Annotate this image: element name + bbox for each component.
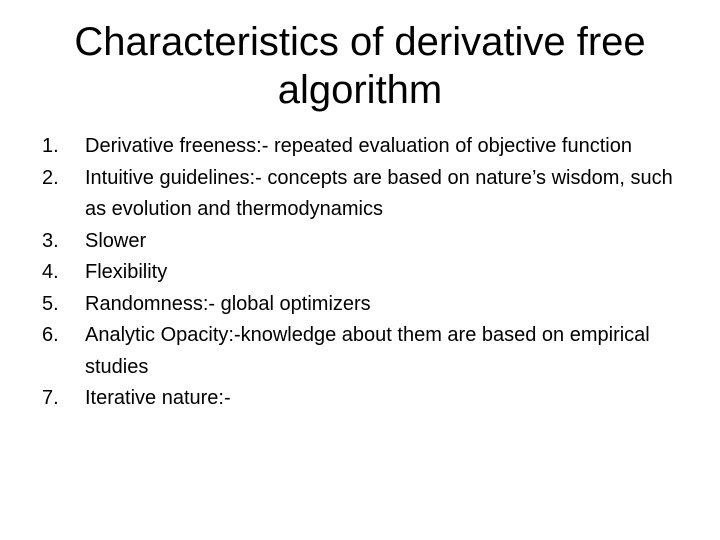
list-item-number: 1. (42, 135, 59, 157)
slide-title: Characteristics of derivative free algorithm (74, 20, 646, 112)
list-item-text: Analytic Opacity:-knowledge about them are based on empirical studies (85, 324, 650, 378)
list-item-text: Iterative nature:- (85, 387, 231, 409)
list-item-text: Slower (85, 229, 147, 252)
list-item (42, 289, 692, 321)
list-item-number: 5. (42, 292, 59, 315)
list-item-number: 3. (42, 229, 59, 252)
list-item-number: 6. (42, 324, 59, 346)
list-item (42, 383, 692, 415)
characteristics-list (42, 131, 692, 415)
list-item (42, 226, 692, 258)
list-item-text: Derivative freeness:- repeated evaluation of objective function (85, 135, 632, 157)
list-item (42, 257, 692, 289)
list-item-number: 4. (42, 261, 59, 283)
list-item (42, 320, 692, 383)
list-item-number: 7. (42, 387, 59, 409)
list-item-text: Randomness:- global optimizers (85, 292, 371, 315)
list-item-text: Flexibility (85, 261, 168, 283)
list-item (42, 163, 692, 226)
list-item-text: Intuitive guidelines:- concepts are based on nature’s wisdom, such as evolution and thermodynamics (85, 166, 673, 220)
list-item-number: 2. (42, 166, 59, 189)
list-item (42, 131, 692, 163)
